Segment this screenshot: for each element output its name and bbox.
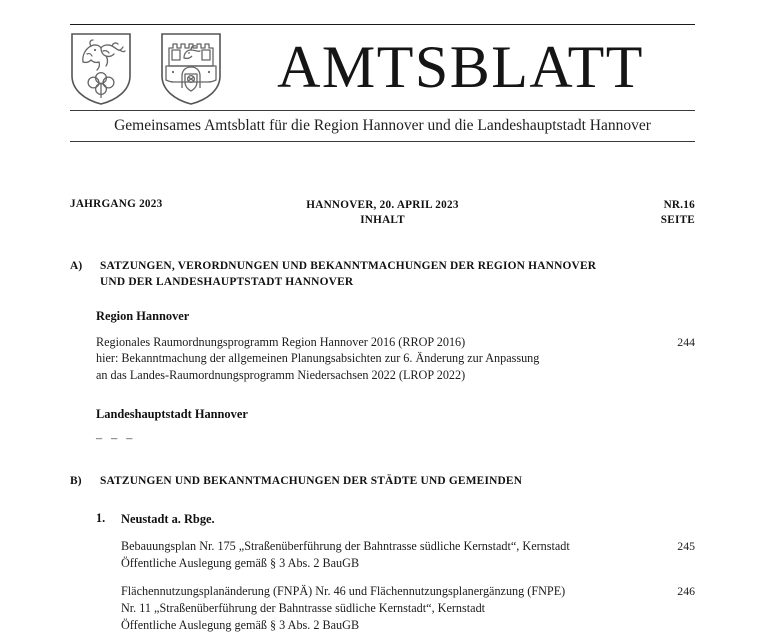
table-of-contents [70,258,695,633]
municipality-number: 1. [96,510,106,525]
issue-number: NR.16 [663,199,695,211]
section-b-title-line1: SATZUNGEN UND BEKANNTMACHUNGEN DER STÄDTE UND GEMEINDEN [100,474,523,487]
issue-info-row [70,198,695,228]
authority-landeshauptstadt-hannover [96,406,695,423]
publication-wordmark: AMTSBLATT [277,34,644,100]
subtitle-bottom-rule [70,141,695,142]
toc-entry-rrop-2016[interactable] [96,334,695,384]
issue-contents-label: INHALT [360,214,405,227]
authority-region-hannover [96,308,695,325]
toc-entry-line: Bebauungsplan Nr. 175 „Straßenüberführung der Bahntrasse südliche Kernstadt“, Kernstadt [121,539,570,554]
publication-subtitle: Gemeinsames Amtsblatt für die Region Hannover und die Landeshauptstadt Hannover [114,117,651,134]
municipality-name: Neustadt a. Rbge. [121,511,215,526]
authority-name: Landeshauptstadt Hannover [96,406,248,421]
toc-entry-line: Regionales Raumordnungsprogramm Region Hannover 2016 (RROP 2016) [96,334,466,349]
issue-volume: JAHRGANG 2023 [70,198,163,210]
issue-right-block [661,198,695,228]
toc-entry-fnpae-46[interactable] [121,583,695,633]
section-a [70,258,695,447]
municipality-neustadt-a-rbge [96,511,695,633]
toc-entry-line: hier: Bekanntmachung der allgemeinen Planungsabsichten zur 6. Änderung zur Anpassung [96,351,540,366]
issue-center-block [70,198,695,228]
toc-entry-page-number: 245 [677,539,695,554]
masthead [70,24,695,142]
section-b [70,473,695,633]
toc-entry-line: an das Landes-Raumordnungsprogramm Niedersachsen 2022 (LROP 2022) [96,367,466,382]
toc-entry-bebauungsplan-175[interactable] [121,538,695,571]
issue-page-label: SEITE [660,214,695,227]
toc-entry-page-number: 246 [677,584,695,599]
authority-empty-placeholder: – – – [96,430,136,445]
toc-entry-line: Nr. 11 „Straßenüberführung der Bahntrasse südliche Kernstadt“, Kernstadt [121,601,486,616]
toc-entry-line: Öffentliche Auslegung gemäß § 3 Abs. 2 BauGB [121,555,360,570]
masthead-top-rule [70,24,695,25]
authority-name: Region Hannover [96,309,190,324]
section-b-heading [70,473,695,489]
toc-entry-page-number: 244 [677,334,695,349]
section-a-heading [70,258,695,290]
toc-entry-line: Öffentliche Auslegung gemäß § 3 Abs. 2 BauGB [121,617,360,632]
section-a-title-line2: UND DER LANDESHAUPTSTADT HANNOVER [100,276,354,289]
stadt-hannover-coat-of-arms-icon [160,32,222,106]
region-hannover-coat-of-arms-icon [70,32,132,106]
section-a-letter: A) [70,260,83,272]
section-b-letter: B) [70,474,82,487]
toc-entry-line: Flächennutzungsplanänderung (FNPÄ) Nr. 46 und Flächennutzungsplanergänzung (FNPE) [121,584,566,599]
masthead-crest-row [70,28,695,110]
issue-place-date: HANNOVER, 20. APRIL 2023 [306,199,459,211]
section-a-title-line1: SATZUNGEN, VERORDNUNGEN UND BEKANNTMACHUNGEN DER REGION HANNOVER [100,260,597,272]
